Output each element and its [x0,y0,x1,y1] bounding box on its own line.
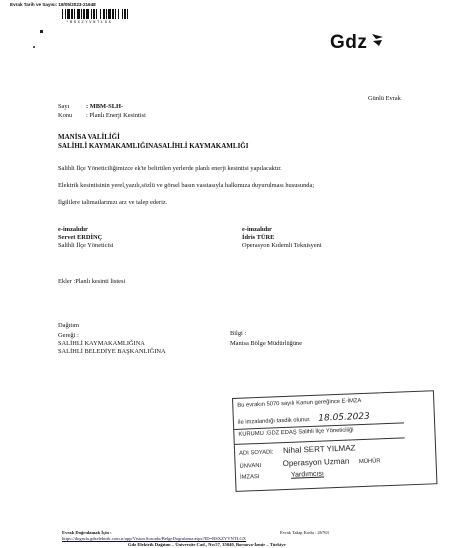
seal-field-value: Nihal SERT YILMAZ [282,443,356,456]
signature-block-right [242,226,322,250]
signatory-title: Salihli İlçe Yöneticisi [58,242,114,249]
tracking-code: Evrak Takip Kodu : 26763 [280,530,329,535]
seal-field-label: ÜNVANI [239,462,262,470]
company-logo-text: Gdz [330,32,368,53]
body-paragraph: Elektrik kesintisinin yerel,yazılı,sözlü ve görsel basın vasıtasıyla halkımıza duyurulması hususunda; [58,182,315,189]
scan-mark [40,30,43,33]
konu-value: : Planlı Enerji Kesintisi [86,112,146,119]
seal-field-value: Operasyon Uzman [282,456,350,469]
seal-line [239,453,429,469]
bilgi-value: Manisa Bölge Müdürlüğüne [230,340,303,347]
verification-link[interactable]: https://dogrula.gdzelektrik.com.tr/app/Vision.Soronlu/BelgeDogrulama.aspx?ID=BSXZYVNTLGX [62,536,247,541]
seal-field-label: MÜHÜR [358,458,381,466]
scan-mark [33,46,35,48]
addressee-line: SALİHLİ KAYMAKAMLIĞINASALİHLİ KAYMAKAMLIĞI [58,142,249,150]
dagitim-label: Dağıtım [58,322,79,329]
konu-label: Konu [58,112,73,119]
barcode [62,9,152,19]
barcode-text: *BSXZYVNTLGX [66,21,113,25]
sayi-value: : MBM-SLH- [86,103,124,110]
seal-date: 18.05.2023 [318,411,370,424]
seal-field-label: ADI SOYADI: [239,449,274,457]
geregi-item: SALİHLİ KAYMAKAMLIĞINA [58,340,145,347]
distribution-block [58,322,166,356]
seal-line: Bu evrakın 5070 sayılı Kanun gereğince E-İMZA [237,398,362,409]
attachments-line: Ekler :Planlı kesinti listesi [58,278,126,285]
signatory-name: İdris TÜRE [242,234,275,241]
signature-block-left [58,226,114,250]
eimza-label: e-imzalıdır [242,226,272,233]
document-date-stamp: Evrak Tarih ve Sayısı: 18/05/2023-21648 [10,2,96,7]
geregi-label: Gereği : [58,332,79,339]
body-paragraph: Salihli İlçe Yöneticiliğimizce ek'te belirtilen yerlerde planlı enerji kesintisi yapılacaktır. [58,165,282,172]
body-paragraph: İlgililere talimatlarınızı arz ve talep ederiz. [58,199,168,206]
seal-line [239,443,356,456]
seal-line [240,471,324,481]
addressee-line: MANİSA VALİLİĞİ [58,133,120,141]
sayi-label: Sayı [58,103,70,110]
company-address: Gdz Elektrik Dağıtım – Üniversite Cad., No:57, 35040, Bornova-İzmir – Türkiye [128,542,286,547]
document-type-label: Günlü Evrak [368,95,401,102]
certification-seal [232,390,437,492]
seal-field-value: Yardımcısı [290,470,325,479]
bilgi-block [230,330,302,348]
geregi-item: SALİHLİ BELEDİYE BAŞKANLIĞINA [58,348,166,355]
logo-arrow-icon [370,33,384,47]
eimza-label: e-imzalıdır [58,226,88,233]
seal-field-label: İMZASI [239,474,260,481]
seal-text: ile imzalandığı tasdik olunur. [237,416,311,426]
verification-label: Evrak Doğrulamak İçin : [62,530,112,535]
bilgi-label: Bilgi : [230,330,247,337]
seal-line: KURUMU :GDZ EDAŞ Salihli İlçe Yöneticiliği [238,427,354,438]
barcode-bar [128,9,130,19]
signatory-name: Servet ERDİNÇ [58,234,103,241]
signatory-title: Operasyon Kıdemli Teknisyeni [242,242,322,249]
